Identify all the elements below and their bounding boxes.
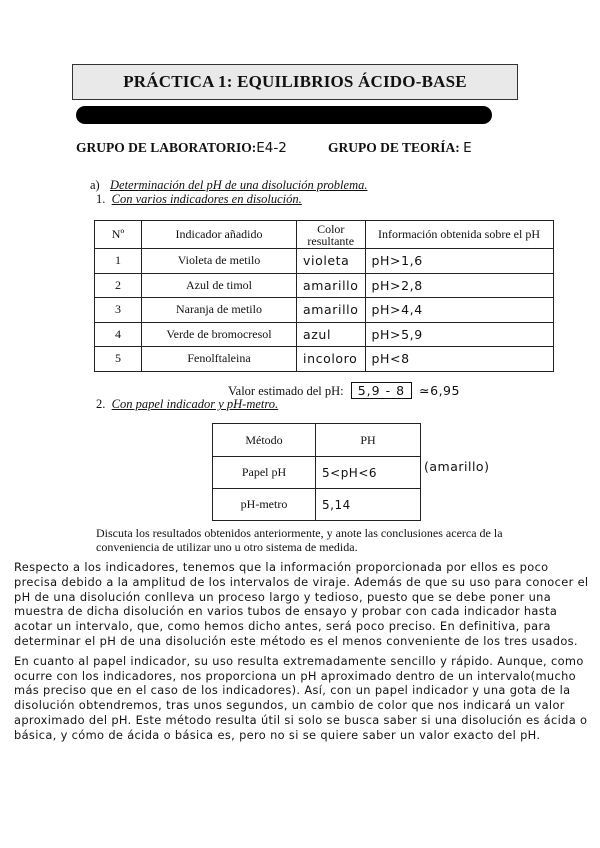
- row-value: 5<pH<6: [316, 457, 421, 489]
- title-text: PRÁCTICA 1: EQUILIBRIOS ÁCIDO-BASE: [123, 72, 467, 91]
- row-indicator: Fenolftaleina: [142, 347, 297, 372]
- header-indicator: Indicador añadido: [142, 221, 297, 249]
- row-info: pH>1,6: [365, 249, 553, 274]
- row-number: 2: [95, 273, 142, 298]
- row-value: 5,14: [316, 489, 421, 521]
- paper-ph-note: (amarillo): [424, 459, 490, 474]
- subsection-2-text: Con papel indicador y pH-metro.: [111, 397, 279, 411]
- table-row: [213, 457, 421, 489]
- answer-paragraph: En cuanto al papel indicador, su uso resulta extremadamente sencillo y rápido. Aunque, como ocurre con los indicadores, nos proporciona un pH aproximado dentro de un intervalo(mucho más preciso que en el caso de los indicadores). Así, con un papel indicador y una gota de la disolución obtendremos, tras unos segundos, un cambio de color que nos indicará un valor aproximado del pH. Este método resulta útil si solo se busca saber si una disolución es ácida o básica, y cómo de ácida o básica es, pero no si se quiere saber un valor exacto del pH.: [14, 653, 588, 742]
- header-number: Nº: [95, 221, 142, 249]
- header-info: Información obtenida sobre el pH: [365, 221, 553, 249]
- method-table-header: [213, 424, 421, 457]
- row-info: pH>4,4: [365, 298, 553, 323]
- lab-group: [76, 140, 287, 156]
- table-row: [95, 347, 554, 372]
- estimated-ph-label: Valor estimado del pH:: [228, 384, 344, 398]
- row-indicator: Violeta de metilo: [142, 249, 297, 274]
- row-color: incoloro: [297, 347, 366, 372]
- method-table: [212, 423, 421, 521]
- theory-group-value: E: [463, 140, 472, 156]
- subsection-1-heading: [96, 192, 302, 207]
- section-a-heading: [90, 178, 367, 193]
- section-a-text: Determinación del pH de una disolución problema.: [110, 178, 368, 192]
- discussion-prompt: Discuta los resultados obtenidos anteriormente, y anote las conclusiones acerca de la conveniencia de utilizar uno u otro sistema de medida.: [96, 526, 503, 554]
- subsection-1-text: Con varios indicadores en disolución.: [111, 192, 302, 206]
- row-method: Papel pH: [213, 457, 316, 489]
- row-number: 3: [95, 298, 142, 323]
- estimated-ph-range: 5,9 - 8: [351, 382, 412, 399]
- lab-group-label: GRUPO DE LABORATORIO:: [76, 140, 257, 155]
- row-number: 5: [95, 347, 142, 372]
- row-color: violeta: [297, 249, 366, 274]
- section-a-marker: a): [90, 178, 100, 192]
- row-indicator: Naranja de metilo: [142, 298, 297, 323]
- indicator-table: [94, 220, 554, 372]
- theory-group: [328, 140, 472, 156]
- lab-group-value: E4-2: [256, 140, 287, 156]
- subsection-1-marker: 1.: [96, 192, 106, 206]
- subsection-2-heading: [96, 397, 278, 412]
- theory-group-label: GRUPO DE TEORÍA:: [328, 140, 460, 155]
- table-row: [95, 322, 554, 347]
- table-row: [95, 249, 554, 274]
- table-row: [95, 298, 554, 323]
- page-title: [72, 64, 518, 100]
- row-info: pH>5,9: [365, 322, 553, 347]
- row-number: 4: [95, 322, 142, 347]
- subsection-2-marker: 2.: [96, 397, 106, 411]
- row-color: amarillo: [297, 298, 366, 323]
- header-method: Método: [213, 424, 316, 457]
- table-row: [213, 489, 421, 521]
- row-indicator: Azul de timol: [142, 273, 297, 298]
- answer-paragraph: Respecto a los indicadores, tenemos que la información proporcionada por ellos es poco precisa debido a la amplitud de los intervalos de viraje. Además de que su uso para conocer el pH de una disolución conlleva un proceso largo y tedioso, puesto que se debe poner una muestra de dicha disolución en varios tubos de ensayo y probar con cada indicador hasta acotar un intervalo, que, como hemos dicho antes, será poco preciso. En definitiva, para determinar el pH de una disolución este método es el menos conveniente de los tres usados.: [14, 560, 589, 648]
- row-indicator: Verde de bromocresol: [142, 322, 297, 347]
- handwritten-answer: [14, 560, 594, 748]
- row-info: pH<8: [365, 347, 553, 372]
- indicator-table-header: [95, 221, 554, 249]
- row-color: amarillo: [297, 273, 366, 298]
- row-info: pH>2,8: [365, 273, 553, 298]
- table-row: [95, 273, 554, 298]
- estimated-ph-result: ≃6,95: [419, 383, 460, 398]
- row-method: pH-metro: [213, 489, 316, 521]
- redacted-names-bar: [76, 106, 492, 124]
- row-number: 1: [95, 249, 142, 274]
- row-color: azul: [297, 322, 366, 347]
- header-ph: PH: [316, 424, 421, 457]
- header-color: Color resultante: [297, 221, 366, 249]
